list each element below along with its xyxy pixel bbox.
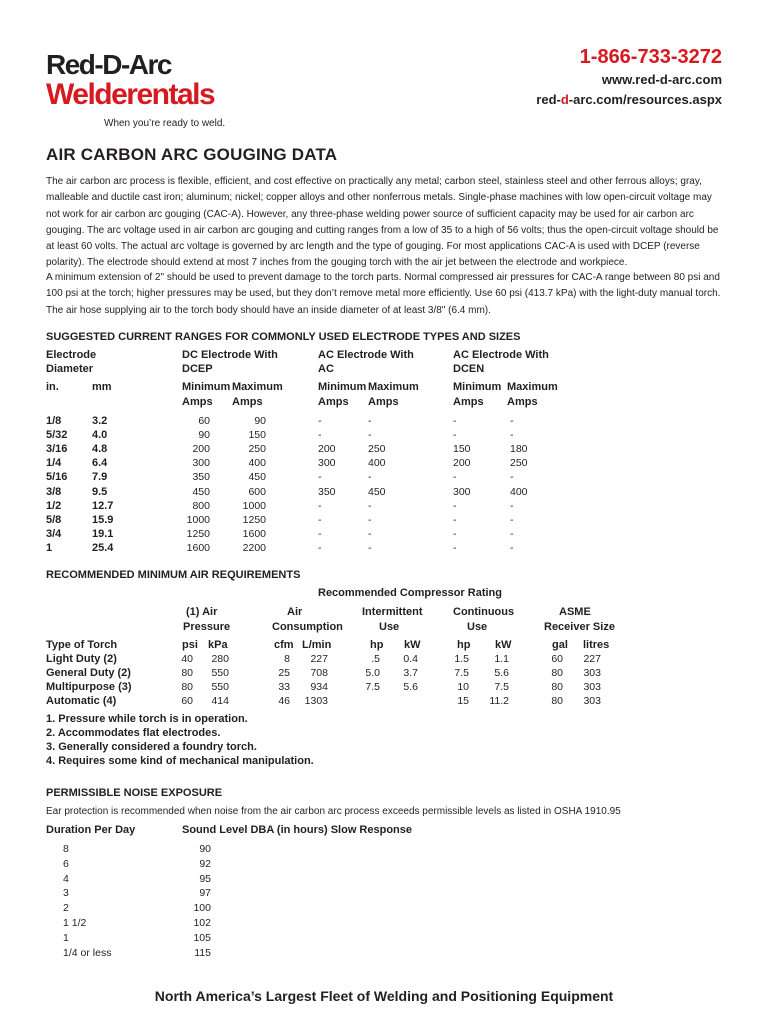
air-cell: 46	[278, 695, 290, 707]
noise-duration: 2	[63, 902, 69, 915]
air-cell: 414	[211, 695, 229, 707]
current-cell: 180	[510, 443, 528, 456]
air-cell: 25	[278, 667, 290, 679]
air-unit-label: psi	[182, 639, 198, 651]
current-cell: 7.9	[92, 471, 108, 484]
current-cell: 200	[453, 457, 471, 470]
air-cell: 303	[583, 695, 601, 707]
current-cell: 1/4	[46, 457, 62, 470]
current-cell: -	[318, 527, 322, 540]
current-cell: -	[368, 527, 372, 540]
air-cell: 5.0	[365, 667, 380, 679]
air-cell: 3.7	[403, 667, 418, 679]
current-cell: -	[318, 415, 322, 427]
phone-number: 1-866-733-3272	[579, 46, 722, 68]
current-cell: -	[318, 513, 322, 526]
current-cell: -	[368, 513, 372, 526]
col-asme-1: ASME	[559, 606, 591, 618]
current-cell: -	[510, 471, 514, 484]
current-cell: 2200	[242, 541, 266, 554]
current-cell: -	[453, 415, 457, 427]
current-cell: 1600	[186, 541, 210, 554]
current-cell: 1250	[242, 513, 266, 526]
ac-max-2: Amps	[368, 396, 399, 408]
col-sound-level: Sound Level DBA (in hours) Slow Response	[182, 824, 413, 836]
resources-d: d	[560, 92, 569, 107]
col-duration: Duration Per Day	[46, 824, 136, 836]
col-pressure-1: (1) Air	[186, 606, 218, 618]
air-cell: 33	[278, 681, 290, 693]
resources-prefix: red-	[536, 92, 561, 107]
dcep-min-2: Amps	[182, 396, 213, 408]
col-dcen-2: DCEN	[453, 363, 485, 375]
website-link[interactable]: www.red-d-arc.com	[601, 72, 722, 87]
current-cell: 4.8	[92, 443, 108, 456]
ac-max-1: Maximum	[368, 381, 419, 393]
current-cell: 250	[248, 443, 266, 456]
air-cell: 80	[551, 695, 563, 707]
current-cell: 1/2	[46, 499, 62, 512]
col-intermittent-2: Use	[379, 621, 400, 633]
compressor-heading: Recommended Compressor Rating	[318, 587, 502, 599]
current-cell: -	[453, 471, 457, 484]
current-cell: -	[368, 429, 372, 442]
current-cell: -	[453, 429, 457, 442]
air-cell: Multipurpose (3)	[46, 681, 132, 693]
current-cell: -	[368, 541, 372, 554]
col-intermittent-1: Intermittent	[362, 606, 423, 618]
air-unit-label: Type of Torch	[46, 639, 118, 651]
current-cell: -	[318, 429, 322, 442]
current-cell: 350	[318, 485, 336, 498]
current-cell: 9.5	[92, 485, 108, 498]
current-cell: 15.9	[92, 513, 114, 526]
dcen-min-1: Minimum	[453, 381, 502, 393]
unit-mm: mm	[92, 381, 112, 393]
noise-level: 115	[194, 946, 211, 959]
current-cell: 1	[46, 541, 53, 554]
air-unit-label: kW	[404, 639, 421, 651]
current-cell: -	[453, 541, 457, 554]
current-cell: 1250	[186, 527, 210, 540]
air-unit-label: hp	[457, 639, 471, 651]
current-cell: -	[368, 499, 372, 512]
current-cell: 5/16	[46, 471, 68, 484]
noise-duration: 3	[63, 887, 69, 900]
air-cell: 0.4	[403, 653, 418, 665]
noise-text: Ear protection is recommended when noise from the air carbon arc process exceeds permissible levels as listed in OSHA 1910.95	[46, 806, 621, 817]
air-cell: 550	[211, 667, 229, 679]
dcep-max-2: Amps	[232, 396, 263, 408]
air-unit-label: gal	[552, 639, 568, 651]
current-cell: 3/4	[46, 527, 62, 540]
air-cell: 1.5	[454, 653, 469, 665]
col-dcen-1: AC Electrode With	[453, 349, 549, 361]
air-cell: 7.5	[365, 681, 380, 693]
air-cell: 40	[181, 653, 193, 665]
current-cell: 1000	[242, 499, 266, 512]
dcen-max-1: Maximum	[507, 381, 558, 393]
current-cell: -	[368, 415, 372, 427]
current-cell: 400	[368, 457, 386, 470]
current-cell: 300	[192, 457, 210, 470]
air-unit-label: cfm	[274, 639, 294, 651]
air-cell: .5	[371, 653, 380, 665]
air-cell: 7.5	[494, 681, 509, 693]
resources-link[interactable]	[536, 92, 722, 107]
current-cell: 3/16	[46, 443, 68, 456]
air-cell: 227	[310, 653, 328, 665]
noise-heading: PERMISSIBLE NOISE EXPOSURE	[46, 787, 223, 799]
current-cell: 1000	[186, 513, 210, 526]
current-cell: 6.4	[92, 457, 108, 470]
current-cell: -	[368, 471, 372, 484]
air-cell: 80	[551, 667, 563, 679]
current-cell: 250	[510, 457, 528, 470]
current-cell: 450	[368, 485, 386, 498]
noise-duration: 1 1/2	[63, 917, 87, 929]
col-asme-2: Receiver Size	[544, 621, 615, 633]
current-cell: -	[510, 499, 514, 512]
air-cell: 60	[181, 695, 193, 707]
noise-duration: 1/4 or less	[63, 946, 112, 959]
air-note: 2. Accommodates flat electrodes.	[46, 727, 221, 739]
col-consumption-1: Air	[287, 606, 303, 618]
air-note: 4. Requires some kind of mechanical manipulation.	[46, 755, 314, 767]
noise-duration: 6	[63, 857, 69, 870]
air-cell: 550	[211, 681, 229, 693]
air-unit-label: L/min	[302, 639, 332, 651]
logo-name-line2: Welderentals	[46, 78, 215, 111]
current-cell: 400	[510, 485, 528, 498]
air-cell: 280	[211, 653, 229, 665]
air-cell: 11.2	[489, 695, 509, 707]
current-cell: 450	[248, 471, 266, 484]
dcep-max-1: Maximum	[232, 381, 283, 393]
current-cell: 150	[453, 443, 471, 456]
air-cell: 5.6	[494, 667, 509, 679]
current-cell: -	[453, 527, 457, 540]
col-consumption-2: Consumption	[272, 621, 343, 633]
current-cell: -	[510, 513, 514, 526]
noise-duration: 8	[63, 843, 69, 855]
col-electrode-2: Diameter	[46, 363, 94, 375]
noise-duration: 1	[63, 931, 69, 944]
current-cell: 200	[192, 443, 210, 456]
air-unit-label: kPa	[208, 639, 228, 651]
current-cell: 3/8	[46, 485, 62, 498]
ac-min-2: Amps	[318, 396, 349, 408]
current-cell: -	[510, 527, 514, 540]
current-cell: 400	[248, 457, 266, 470]
air-unit-label: litres	[583, 639, 610, 651]
logo-tagline: When you’re ready to weld.	[104, 118, 226, 129]
current-cell: 90	[198, 429, 210, 442]
air-unit-label: hp	[370, 639, 384, 651]
air-cell: 303	[583, 667, 601, 679]
current-cell: -	[318, 471, 322, 484]
footer-tagline: North America’s Largest Fleet of Welding and Positioning Equipment	[154, 988, 614, 1004]
air-cell: 227	[583, 653, 601, 665]
col-continuous-2: Use	[467, 621, 488, 633]
col-electrode-1: Electrode	[46, 349, 97, 361]
noise-level: 90	[199, 843, 211, 855]
air-note: 1. Pressure while torch is in operation.	[46, 713, 248, 725]
current-cell: 5/8	[46, 513, 62, 526]
current-cell: -	[510, 541, 514, 554]
air-cell: 708	[310, 667, 328, 679]
air-cell: 934	[310, 681, 328, 693]
air-cell: 1303	[304, 695, 328, 707]
noise-level: 95	[199, 872, 211, 885]
air-cell: 10	[457, 681, 469, 693]
noise-level: 102	[193, 917, 211, 929]
page-title: AIR CARBON ARC GOUGING DATA	[46, 145, 338, 164]
current-cell: 800	[192, 499, 210, 512]
current-cell: 250	[368, 443, 386, 456]
current-cell: 12.7	[92, 499, 114, 512]
current-cell: 450	[192, 485, 210, 498]
intro-paragraph-2: A minimum extension of 2" should be used to prevent damage to the torch parts. Normal compressed air pressures for CAC-A range between 80 psi and 100 psi at the torch; higher pressures may be used, but they don’t remove metal more efficiently. Use 60 psi (413.7 kPa) with the light-duty manual torch. The air hose supplying air to the torch body should have an inside diameter of at least 3/8" (6.4 mm).	[46, 272, 721, 316]
col-ac-1: AC Electrode With	[318, 349, 414, 361]
noise-level: 97	[199, 887, 211, 900]
current-cell: 19.1	[92, 527, 114, 540]
air-cell: 7.5	[454, 667, 469, 679]
unit-in: in.	[46, 381, 59, 393]
current-cell: -	[318, 541, 322, 554]
current-cell: 3.2	[92, 415, 108, 427]
resources-suffix: -arc.com/resources.aspx	[568, 92, 722, 107]
noise-level: 92	[199, 857, 211, 870]
current-cell: 1600	[242, 527, 266, 540]
air-cell: General Duty (2)	[46, 667, 131, 679]
current-cell: 60	[198, 415, 210, 427]
air-cell: 15	[457, 695, 469, 707]
noise-level: 105	[193, 931, 211, 944]
dcen-min-2: Amps	[453, 396, 484, 408]
current-ranges-heading: SUGGESTED CURRENT RANGES FOR COMMONLY USED ELECTRODE TYPES AND SIZES	[46, 331, 521, 343]
air-unit-label: kW	[495, 639, 512, 651]
air-cell: 1.1	[494, 653, 509, 665]
current-cell: 1/8	[46, 415, 62, 427]
col-continuous-1: Continuous	[453, 606, 515, 618]
air-cell: 80	[551, 681, 563, 693]
current-cell: -	[453, 513, 457, 526]
air-cell: 5.6	[403, 681, 418, 693]
current-cell: 600	[248, 485, 266, 498]
air-cell: 8	[284, 653, 290, 665]
current-cell: 200	[318, 443, 336, 456]
current-cell: -	[510, 415, 514, 427]
current-cell: 300	[318, 457, 336, 470]
air-cell: 80	[181, 667, 193, 679]
dcen-max-2: Amps	[507, 396, 538, 408]
col-pressure-2: Pressure	[183, 621, 231, 633]
current-cell: 300	[453, 485, 471, 498]
dcep-min-1: Minimum	[182, 381, 231, 393]
logo-name-line1: Red-D-Arc	[46, 49, 171, 80]
air-cell: Light Duty (2)	[46, 653, 117, 665]
noise-level: 100	[193, 902, 211, 915]
current-cell: 90	[254, 415, 266, 427]
col-dcep-1: DC Electrode With	[182, 349, 278, 361]
current-cell: -	[318, 499, 322, 512]
red-d-arc-logo	[46, 50, 236, 130]
current-cell: 350	[192, 471, 210, 484]
current-cell: -	[510, 429, 514, 442]
col-dcep-2: DCEP	[182, 363, 213, 375]
air-cell: 303	[583, 681, 601, 693]
noise-duration: 4	[63, 872, 69, 885]
current-cell: 25.4	[92, 541, 114, 554]
air-cell: Automatic (4)	[46, 695, 117, 707]
air-cell: 80	[181, 681, 193, 693]
ac-min-1: Minimum	[318, 381, 367, 393]
current-cell: 4.0	[92, 429, 108, 442]
air-cell: 60	[551, 653, 563, 665]
current-cell: 150	[248, 429, 266, 442]
current-cell: -	[453, 499, 457, 512]
current-cell: 5/32	[46, 429, 68, 442]
air-note: 3. Generally considered a foundry torch.	[46, 741, 257, 753]
col-ac-2: AC	[318, 363, 334, 375]
intro-paragraph-1: The air carbon arc process is flexible, efficient, and cost effective on practically any metal; carbon steel, stainless steel and other ferrous alloys; gray, malleable and ductile cast iron; aluminum; nickel; copper alloys and other nonferrous metals. Single-phase machines with low open-circuit voltage may not work for air carbon arc gouging (CAC-A). However, any three-phase welding power source of sufficient capacity may be used for air carbon arc gouging. The arc voltage used in air carbon arc gouging and cutting ranges from a low of 35 to a high of 56 volts; thus the open-circuit voltage should be at least 60 volts. The actual arc voltage is governed by arc length and the type of gouging. For most applications CAC-A is used with DCEP (reverse polarity). The electrode should extend at most 7 inches from the gouging torch with the air jet between the electrode and workpiece.	[46, 176, 719, 269]
air-heading: RECOMMENDED MINIMUM AIR REQUIREMENTS	[46, 569, 301, 581]
